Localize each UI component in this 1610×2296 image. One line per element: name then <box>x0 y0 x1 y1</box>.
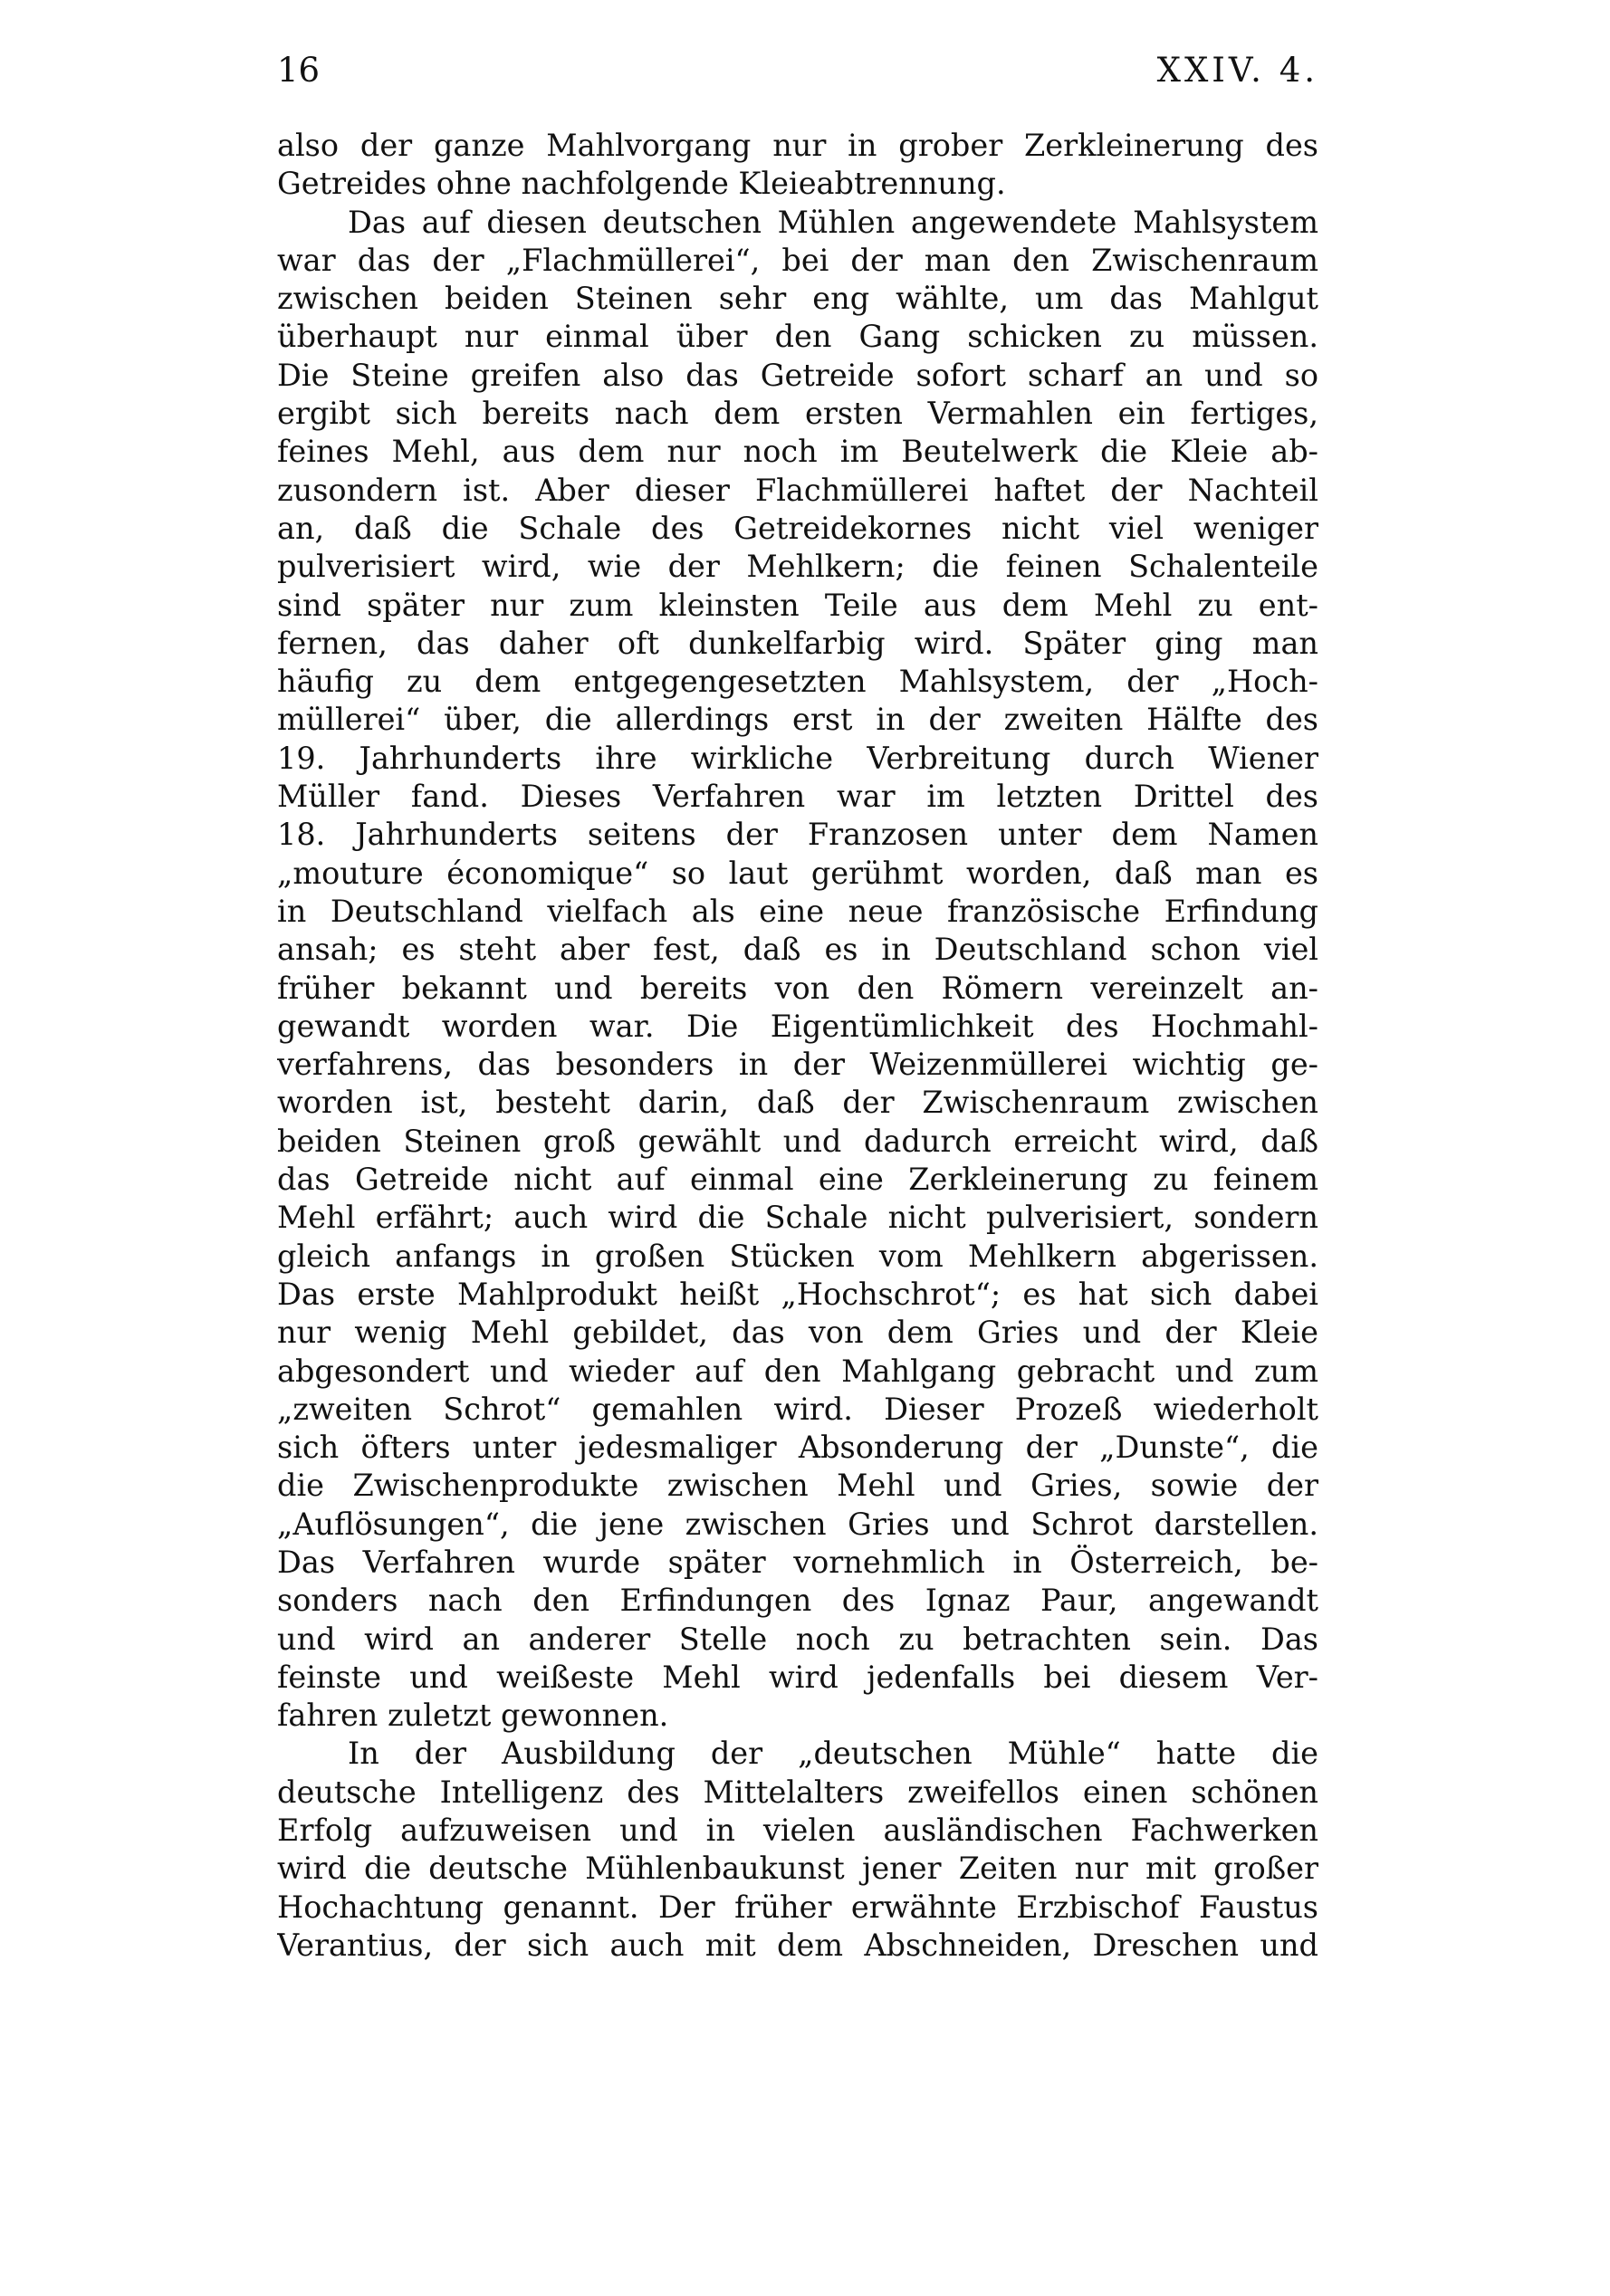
text-line: nur wenig Mehl gebildet, das von dem Gries und der Kleie <box>277 1315 1318 1351</box>
text-line: zwischen beiden Steinen sehr eng wählte, um das Mahlgut <box>277 281 1318 317</box>
text-line: Mehl erfährt; auch wird die Schale nicht pulverisiert, sondern <box>277 1200 1318 1236</box>
text-line: gewandt worden war. Die Eigentümlichkeit des Hochmahl- <box>277 1008 1318 1044</box>
text-line: das Getreide nicht auf einmal eine Zerkleinerung zu feinem <box>277 1162 1318 1198</box>
text-line: Das auf diesen deutschen Mühlen angewendete Mahlsystem <box>348 204 1318 240</box>
text-line: ergibt sich bereits nach dem ersten Vermahlen ein fertiges, <box>277 396 1318 432</box>
text-line: die Zwischenprodukte zwischen Mehl und Gries, sowie der <box>277 1468 1318 1504</box>
text-line: deutsche Intelligenz des Mittelalters zweifellos einen schönen <box>277 1774 1318 1810</box>
text-line: müllerei“ über, die allerdings erst in der zweiten Hälfte des <box>277 702 1318 738</box>
text-line: häufig zu dem entgegengesetzten Mahlsystem, der „Hoch- <box>277 664 1318 700</box>
text-line: Hochachtung genannt. Der früher erwähnte Erzbischof Faustus <box>277 1889 1318 1925</box>
text-line: Erfolg aufzuweisen und in vielen ausländischen Fachwerken <box>277 1813 1318 1849</box>
text-line: zusondern ist. Aber dieser Flachmüllerei haftet der Nachteil <box>277 472 1318 508</box>
text-line: 19. Jahrhunderts ihre wirkliche Verbreitung durch Wiener <box>277 740 1318 776</box>
text-line: also der ganze Mahlvorgang nur in grober Zerkleinerung des <box>277 128 1318 163</box>
text-line: feines Mehl, aus dem nur noch im Beutelwerk die Kleie ab- <box>277 434 1318 470</box>
text-line: Das Verfahren wurde später vornehmlich in Österreich, be- <box>277 1544 1318 1580</box>
text-line: überhaupt nur einmal über den Gang schicken zu müssen. <box>277 319 1318 355</box>
text-line: an, daß die Schale des Getreidekornes nicht viel weniger <box>277 510 1318 546</box>
text-line: Die Steine greifen also das Getreide sofort scharf an und so <box>277 357 1318 393</box>
text-line: war das der „Flachmüllerei“, bei der man den Zwischenraum <box>277 242 1318 278</box>
text-line: abgesondert und wieder auf den Mahlgang gebracht und zum <box>277 1353 1318 1389</box>
text-line: „zweiten Schrot“ gemahlen wird. Dieser Prozeß wiederholt <box>277 1391 1318 1427</box>
text-line: beiden Steinen groß gewählt und dadurch erreicht wird, daß <box>277 1123 1318 1159</box>
text-line: „mouture économique“ so laut gerühmt worden, daß man es <box>277 855 1318 891</box>
text-line: sind später nur zum kleinsten Teile aus dem Mehl zu ent- <box>277 587 1318 623</box>
running-head: XXIV. 4. <box>1156 51 1318 90</box>
page-number: 16 <box>277 51 321 90</box>
text-line: In der Ausbildung der „deutschen Mühle“ hatte die <box>348 1736 1318 1772</box>
text-line: Müller fand. Dieses Verfahren war im letzten Drittel des <box>277 779 1318 815</box>
text-line: Getreides ohne nachfolgende Kleieabtrennung. <box>277 166 1006 202</box>
text-line: sich öfters unter jedesmaliger Absonderung der „Dunste“, die <box>277 1430 1318 1466</box>
text-line: fahren zuletzt gewonnen. <box>277 1698 669 1734</box>
text-line: wird die deutsche Mühlenbaukunst jener Zeiten nur mit großer <box>277 1851 1318 1887</box>
text-line: pulverisiert wird, wie der Mehlkern; die feinen Schalenteile <box>277 549 1318 585</box>
text-line: 18. Jahrhunderts seitens der Franzosen unter dem Namen <box>277 817 1318 853</box>
text-line: feinste und weißeste Mehl wird jedenfalls bei diesem Ver- <box>277 1659 1318 1695</box>
text-line: und wird an anderer Stelle noch zu betrachten sein. Das <box>277 1621 1318 1657</box>
text-line: fernen, das daher oft dunkelfarbig wird. Später ging man <box>277 625 1318 661</box>
body-text <box>277 127 1318 1965</box>
page-header <box>277 47 1318 94</box>
text-line: worden ist, besteht darin, daß der Zwischenraum zwischen <box>277 1085 1318 1121</box>
text-line: Das erste Mahlprodukt heißt „Hochschrot“; es hat sich dabei <box>277 1276 1318 1312</box>
text-line: früher bekannt und bereits von den Römern vereinzelt an- <box>277 970 1318 1006</box>
text-line: Verantius, der sich auch mit dem Abschneiden, Dreschen und <box>277 1927 1318 1963</box>
text-line: in Deutschland vielfach als eine neue französische Erfindung <box>277 893 1318 929</box>
text-line: verfahrens, das besonders in der Weizenmüllerei wichtig ge- <box>277 1047 1318 1083</box>
text-line: ansah; es steht aber fest, daß es in Deutschland schon viel <box>277 932 1318 968</box>
text-line: sonders nach den Erfindungen des Ignaz Paur, angewandt <box>277 1583 1318 1619</box>
text-line: gleich anfangs in großen Stücken vom Mehlkern abgerissen. <box>277 1238 1318 1274</box>
text-line: „Auflösungen“, die jene zwischen Gries und Schrot darstellen. <box>277 1506 1318 1542</box>
